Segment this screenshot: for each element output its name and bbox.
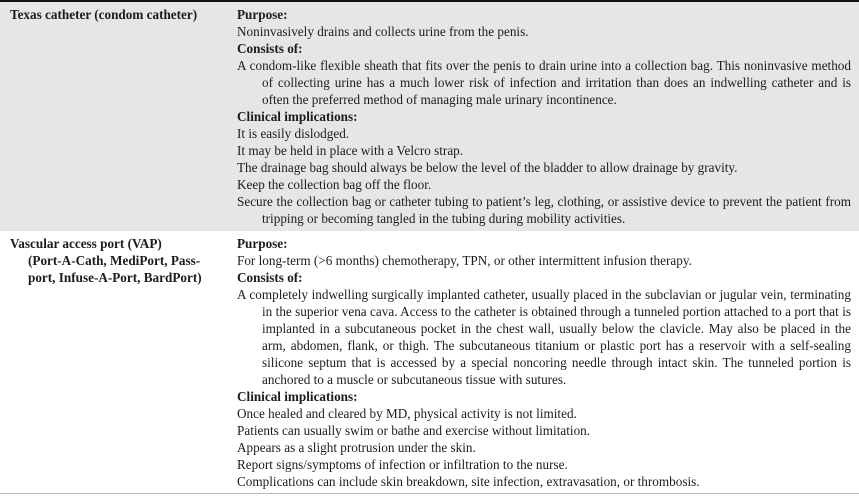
detail-item: Once healed and cleared by MD, physical activity is not limited. bbox=[237, 406, 577, 421]
detail-item: Keep the collection bag off the floor. bbox=[237, 177, 432, 192]
term-cell bbox=[10, 235, 237, 490]
detail-item: Complications can include skin breakdown, site infection, extravasation, or thrombosis. bbox=[237, 474, 700, 489]
detail-item: Appears as a slight protrusion under the skin. bbox=[237, 440, 476, 455]
detail-item: A completely indwelling surgically implanted catheter, usually placed in the subclavian or jugular vein, terminating in the superior vena cava. Access to the catheter is obtained through a tunneled portion attached to a port that is implanted in a subcutaneous pocket in the chest wall, usually below the clavicle. May also be placed in the arm, abdomen, flank, or thigh. The subcutaneous titanium or plastic port has a reservoir with a self-sealing silicone septum that is accessed by a special noncoring needle through intact skin. The tunneled portion is anchored to a muscle or subcutaneous tissue with sutures. bbox=[237, 287, 851, 387]
term-name: Vascular access port (VAP) bbox=[10, 236, 162, 251]
term-name: Texas catheter (condom catheter) bbox=[10, 7, 198, 22]
detail-item: The drainage bag should always be below the level of the bladder to allow drainage by gravity. bbox=[237, 160, 738, 175]
detail-item: Noninvasively drains and collects urine from the penis. bbox=[237, 24, 529, 39]
detail-item: It may be held in place with a Velcro strap. bbox=[237, 143, 464, 158]
section-heading: Clinical implications: bbox=[237, 389, 358, 404]
section-heading: Purpose: bbox=[237, 236, 288, 251]
term-aliases: (Port-A-Cath, MediPort, Pass-port, Infuse-A-Port, BardPort) bbox=[28, 253, 202, 285]
section-heading: Clinical implications: bbox=[237, 109, 358, 124]
section-heading: Consists of: bbox=[237, 270, 303, 285]
detail-cell bbox=[237, 6, 851, 227]
section-heading: Purpose: bbox=[237, 7, 288, 22]
table-row bbox=[0, 2, 859, 231]
term-cell bbox=[10, 6, 237, 227]
table-row bbox=[0, 231, 859, 494]
detail-item: Report signs/symptoms of infection or infiltration to the nurse. bbox=[237, 457, 568, 472]
section-heading: Consists of: bbox=[237, 41, 303, 56]
detail-item: Patients can usually swim or bathe and exercise without limitation. bbox=[237, 423, 591, 438]
detail-item: A condom-like flexible sheath that fits over the penis to drain urine into a collection bag. This noninvasive method of collecting urine has a much lower risk of infection and irritation than does an indwelling catheter and is often the preferred method of managing male urinary incontinence. bbox=[237, 58, 851, 107]
detail-cell bbox=[237, 235, 851, 490]
detail-item: Secure the collection bag or catheter tubing to patient’s leg, clothing, or assistive device to prevent the patient from tripping or becoming tangled in the tubing during mobility activities. bbox=[237, 194, 851, 226]
detail-item: For long-term (>6 months) chemotherapy, TPN, or other intermittent infusion therapy. bbox=[237, 253, 692, 268]
detail-item: It is easily dislodged. bbox=[237, 126, 350, 141]
